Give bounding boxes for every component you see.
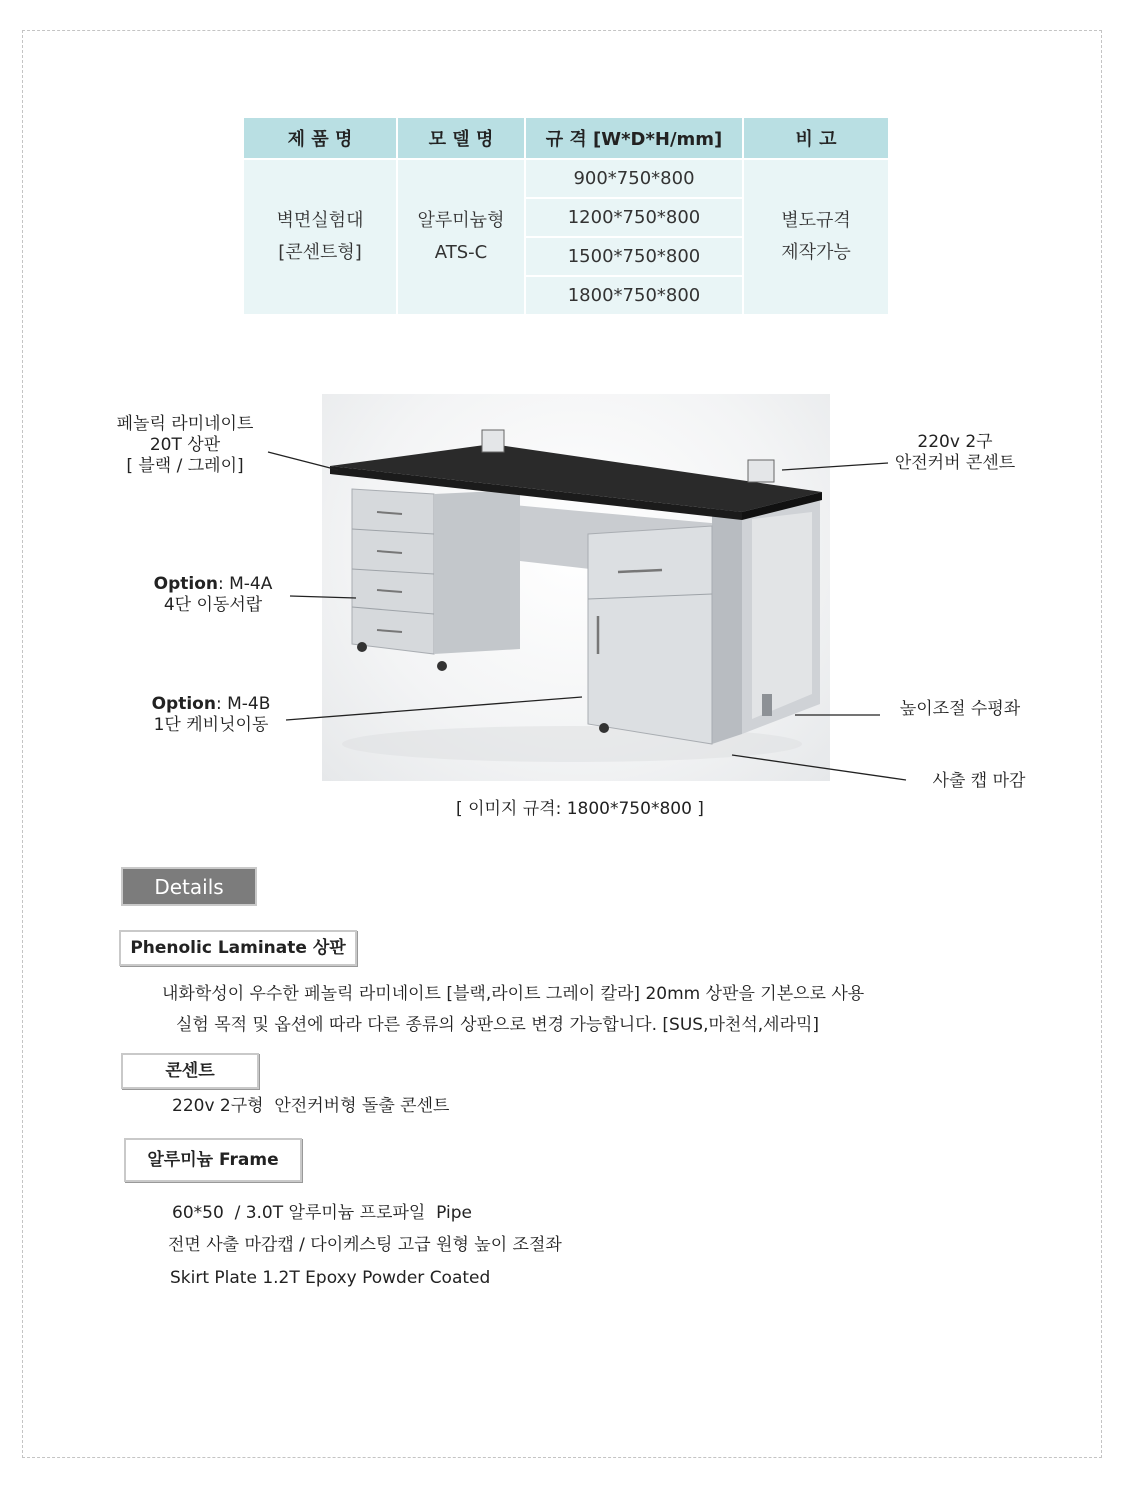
size-cell: 900*750*800 <box>526 160 742 197</box>
frame-desc-line: 60*50 / 3.0T 알루미늄 프로파일 Pipe <box>172 1203 472 1223</box>
section-title-outlet: 콘센트 <box>121 1053 259 1089</box>
image-caption: [ 이미지 규격: 1800*750*800 ] <box>456 799 704 819</box>
header-product-name: 제 품 명 <box>244 118 396 158</box>
size-cell: 1200*750*800 <box>526 197 742 236</box>
callout-top-left <box>98 414 272 477</box>
callout-cap: 사출 캡 마감 <box>932 771 1026 791</box>
option-b-desc: 1단 케비닛이동 <box>153 715 269 735</box>
option-b-title: Option <box>151 694 216 714</box>
outlet-desc-line: 220v 2구형 안전커버형 돌출 콘센트 <box>172 1096 450 1116</box>
callout-line: 220v 2구 <box>917 432 993 452</box>
size-cell: 1800*750*800 <box>526 275 742 314</box>
product-name-line: [콘센트형] <box>278 242 362 263</box>
section-title-laminate: Phenolic Laminate 상판 <box>119 930 357 966</box>
callout-top-right <box>880 432 1030 474</box>
callout-option-b <box>126 694 296 736</box>
option-a-desc: 4단 이동서랍 <box>163 595 263 615</box>
remark-line: 별도규격 <box>781 210 851 231</box>
laminate-desc-line: 내화학성이 우수한 페놀릭 라미네이트 [블랙,라이트 그레이 칼라] 20mm 상판을 기본으로 사용 <box>162 984 865 1004</box>
frame-desc-line: Skirt Plate 1.2T Epoxy Powder Coated <box>170 1268 491 1288</box>
option-b-code: : M-4B <box>215 694 271 714</box>
model-name-line: ATS-C <box>434 242 488 263</box>
option-a-code: : M-4A <box>217 574 273 594</box>
size-cell: 1500*750*800 <box>526 236 742 275</box>
option-a-title: Option <box>153 574 218 594</box>
callout-line: [ 블랙 / 그레이] <box>126 456 244 476</box>
remark-line: 제작가능 <box>781 242 851 263</box>
laminate-desc-line: 실험 목적 및 옵션에 따라 다른 종류의 상판으로 변경 가능합니다. [SUS,마천석,세라믹] <box>176 1015 820 1035</box>
section-title-frame: 알루미늄 Frame <box>124 1138 302 1182</box>
callout-line: 페놀릭 라미네이트 <box>116 414 254 434</box>
header-model-name: 모 델 명 <box>398 118 524 158</box>
header-remark: 비 고 <box>744 118 888 158</box>
frame-desc-line: 전면 사출 마감캡 / 다이케스팅 고급 원형 높이 조절좌 <box>168 1235 562 1255</box>
callout-line: 20T 상판 <box>149 435 221 455</box>
header-size: 규 격 [W*D*H/mm] <box>526 118 742 158</box>
details-badge: Details <box>121 867 257 906</box>
callout-leveler: 높이조절 수평좌 <box>899 699 1021 719</box>
model-name-line: 알루미늄형 <box>417 210 505 231</box>
callout-option-a <box>128 574 298 616</box>
product-name-line: 벽면실험대 <box>276 210 364 231</box>
callout-line: 안전커버 콘센트 <box>894 453 1016 473</box>
